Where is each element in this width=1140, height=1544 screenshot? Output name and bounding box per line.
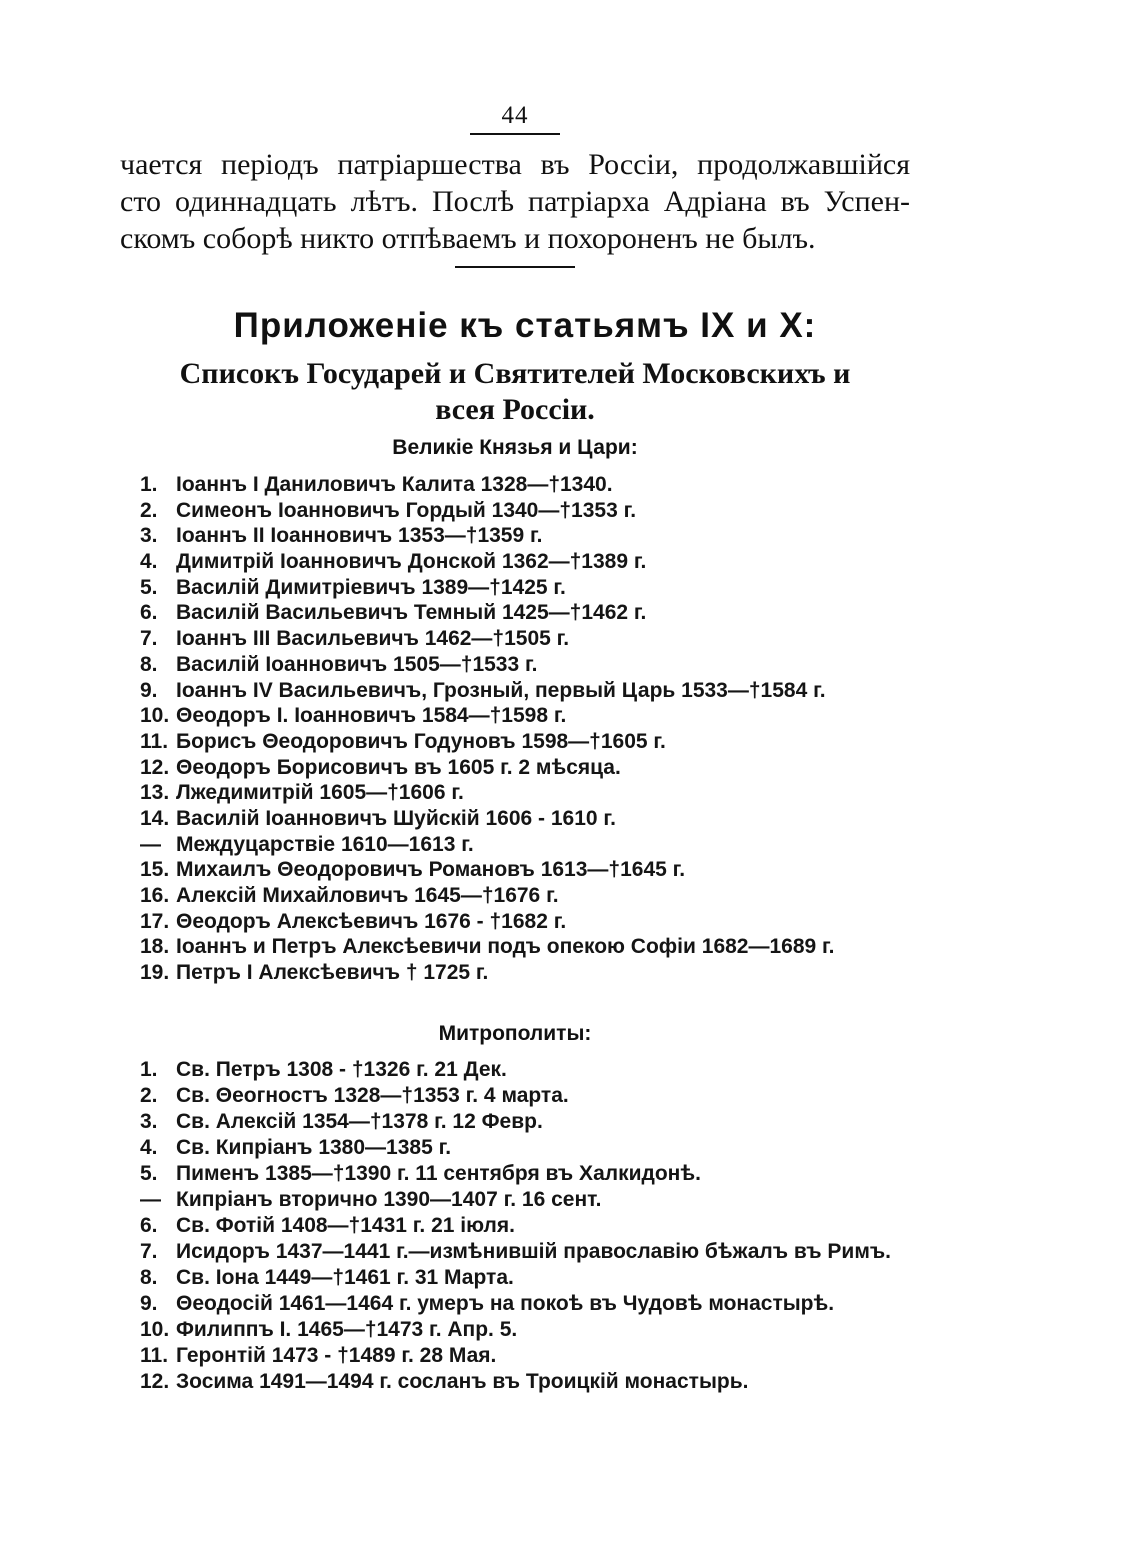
list-item-text: Василій Іоанновичъ Шуйскій 1606 - 1610 г. — [176, 806, 616, 830]
list-item-number: 17. — [140, 909, 170, 933]
list-item-text: Св. Іона 1449—†1461 г. 31 Марта. — [176, 1266, 514, 1289]
list-item-number: 4. — [140, 1136, 158, 1159]
ruler-entry — [140, 626, 835, 652]
list-item-number: 12. — [140, 1370, 170, 1393]
list-item-text: Θеодосій 1461—1464 г. умеръ на покоѣ въ Чудовѣ монастырѣ. — [176, 1292, 835, 1315]
list-item-number: 16. — [140, 884, 170, 907]
metropolitan-entry — [140, 1317, 891, 1343]
metropolitan-entry — [140, 1291, 891, 1317]
list-item-text: Іоаннъ III Васильевичъ 1462—†1505 г. — [176, 627, 570, 651]
section-divider — [455, 266, 575, 268]
list-item-number: 18. — [140, 935, 170, 959]
list-item-number: 6. — [140, 601, 158, 625]
grand-princes-heading: Великіе Князья и Цари: — [392, 436, 638, 459]
list-item-number: 11. — [140, 1344, 169, 1367]
metropolitan-entry — [140, 1369, 891, 1395]
list-item-text: Василій Іоанновичъ 1505—†1533 г. — [176, 652, 538, 676]
intro-paragraph — [120, 146, 910, 257]
ruler-entry — [140, 934, 835, 960]
list-item-number: 13. — [140, 781, 170, 805]
list-item-number: — — [140, 832, 161, 856]
list-item-number: 5. — [140, 1162, 158, 1185]
list-item-text: Св. Алексій 1354—†1378 г. 12 Февр. — [176, 1110, 543, 1133]
metropolitan-entry — [140, 1343, 891, 1369]
list-item-text: Геронтій 1473 - †1489 г. 28 Мая. — [176, 1344, 497, 1367]
list-item-number: 2. — [140, 498, 158, 522]
ruler-entry — [140, 652, 835, 678]
list-item-text: Лжедимитрій 1605—†1606 г. — [176, 781, 464, 805]
ruler-entry — [140, 600, 835, 626]
list-item-number: 5. — [140, 575, 158, 599]
list-item-text: Филиппъ I. 1465—†1473 г. Апр. 5. — [176, 1318, 518, 1341]
list-item-number: 14. — [140, 806, 170, 830]
list-title — [120, 356, 910, 428]
list-item-text: Междуцарствіе 1610—1613 г. — [176, 832, 474, 856]
list-item-number: 19. — [140, 961, 170, 985]
list-item-number: 2. — [140, 1084, 158, 1107]
metropolitans-heading: Митрополиты: — [438, 1022, 592, 1045]
ruler-entry — [140, 678, 835, 704]
ruler-entry — [140, 575, 835, 601]
list-item-text: Іоаннъ II Іоанновичъ 1353—†1359 г. — [176, 524, 543, 548]
list-item-text: Исидоръ 1437—1441 г.—измѣнившій православію бѣжалъ въ Римъ. — [176, 1240, 892, 1263]
metropolitan-entry — [140, 1265, 891, 1291]
list-item-number: 7. — [140, 627, 158, 651]
list-item-text: Св. Θеогностъ 1328—†1353 г. 4 марта. — [176, 1084, 569, 1107]
list-title-line: Списокъ Государей и Святителей Московскихъ и — [179, 357, 851, 390]
metropolitans-list — [140, 1057, 891, 1395]
list-item-number: 15. — [140, 858, 170, 882]
list-item-text: Іоаннъ I Даниловичъ Калита 1328—†1340. — [176, 473, 613, 496]
list-item-number: 10. — [140, 704, 170, 728]
list-item-text: Іоаннъ IV Васильевичъ, Грозный, первый Царь 1533—†1584 г. — [176, 678, 826, 702]
list-item-number: 3. — [140, 524, 158, 548]
list-item-number: 1. — [140, 473, 158, 496]
list-item-text: Михаилъ Θеодоровичъ Романовъ 1613—†1645 г. — [176, 858, 686, 882]
list-item-number: 1. — [140, 1058, 158, 1081]
list-item-text: Василій Димитріевичъ 1389—†1425 г. — [176, 575, 566, 599]
list-title-line: всея Россіи. — [435, 393, 595, 426]
ruler-entry — [140, 832, 835, 858]
metropolitan-entry — [140, 1109, 891, 1135]
list-item-text: Св. Петръ 1308 - †1326 г. 21 Дек. — [176, 1058, 507, 1081]
list-item-number: 9. — [140, 678, 158, 702]
list-item-text: Θеодоръ Борисовичъ въ 1605 г. 2 мѣсяца. — [176, 755, 621, 779]
list-item-number: — — [140, 1188, 161, 1211]
list-item-text: Петръ I Алексѣевичъ † 1725 г. — [176, 961, 489, 985]
ruler-entry — [140, 498, 835, 524]
intro-line: сто одиннадцать лѣтъ. Послѣ патріарха Адріана въ Успен- — [120, 185, 910, 218]
ruler-entry — [140, 857, 835, 883]
metropolitan-entry — [140, 1213, 891, 1239]
list-item-text: Св. Фотій 1408—†1431 г. 21 іюля. — [176, 1214, 515, 1237]
list-item-text: Θеодоръ Алексѣевичъ 1676 - †1682 г. — [176, 909, 567, 933]
list-item-number: 12. — [140, 755, 170, 779]
ruler-entry — [140, 883, 835, 909]
list-item-text: Θеодоръ I. Іоанновичъ 1584—†1598 г. — [176, 704, 567, 728]
list-item-text: Кипріанъ вторично 1390—1407 г. 16 сент. — [176, 1188, 602, 1211]
metropolitan-entry — [140, 1239, 891, 1265]
list-item-number: 8. — [140, 1266, 158, 1289]
metropolitan-entry — [140, 1135, 891, 1161]
ruler-entry — [140, 703, 835, 729]
ruler-entry — [140, 472, 835, 498]
intro-line: скомъ соборѣ никто отпѣваемъ и похороненъ не былъ. — [120, 222, 816, 255]
ruler-entry — [140, 523, 835, 549]
ruler-entry — [140, 960, 835, 986]
list-item-text: Пименъ 1385—†1390 г. 11 сентября въ Халкидонѣ. — [176, 1162, 701, 1185]
ruler-entry — [140, 780, 835, 806]
list-item-number: 4. — [140, 550, 158, 574]
appendix-title: Приложеніе къ статьямъ IX и X: — [233, 306, 817, 345]
ruler-entry — [140, 755, 835, 781]
list-item-number: 10. — [140, 1318, 170, 1341]
list-item-text: Св. Кипріанъ 1380—1385 г. — [176, 1136, 452, 1159]
list-item-text: Зосима 1491—1494 г. сосланъ въ Троицкій монастырь. — [176, 1370, 749, 1393]
page-number: 44 — [470, 102, 560, 135]
ruler-entry — [140, 549, 835, 575]
list-item-number: 8. — [140, 652, 158, 676]
metropolitan-entry — [140, 1057, 891, 1083]
ruler-entry — [140, 909, 835, 935]
metropolitan-entry — [140, 1083, 891, 1109]
list-item-number: 11. — [140, 729, 169, 753]
grand-princes-list — [140, 472, 835, 986]
list-item-text: Борисъ Θеодоровичъ Годуновъ 1598—†1605 г. — [176, 729, 666, 753]
list-item-text: Алексій Михайловичъ 1645—†1676 г. — [176, 884, 559, 907]
list-item-number: 6. — [140, 1214, 158, 1237]
list-item-number: 7. — [140, 1240, 158, 1263]
intro-line: чается періодъ патріаршества въ Россіи, продолжавшійся — [120, 148, 910, 181]
list-item-text: Василій Васильевичъ Темный 1425—†1462 г. — [176, 601, 647, 625]
list-item-text: Іоаннъ и Петръ Алексѣевичи подъ опекою Софіи 1682—1689 г. — [176, 935, 835, 959]
ruler-entry — [140, 729, 835, 755]
ruler-entry — [140, 806, 835, 832]
list-item-number: 9. — [140, 1292, 158, 1315]
list-item-text: Симеонъ Іоанновичъ Гордый 1340—†1353 г. — [176, 498, 637, 522]
metropolitan-entry — [140, 1161, 891, 1187]
list-item-text: Димитрій Іоанновичъ Донской 1362—†1389 г. — [176, 550, 647, 574]
list-item-number: 3. — [140, 1110, 158, 1133]
metropolitan-entry — [140, 1187, 891, 1213]
